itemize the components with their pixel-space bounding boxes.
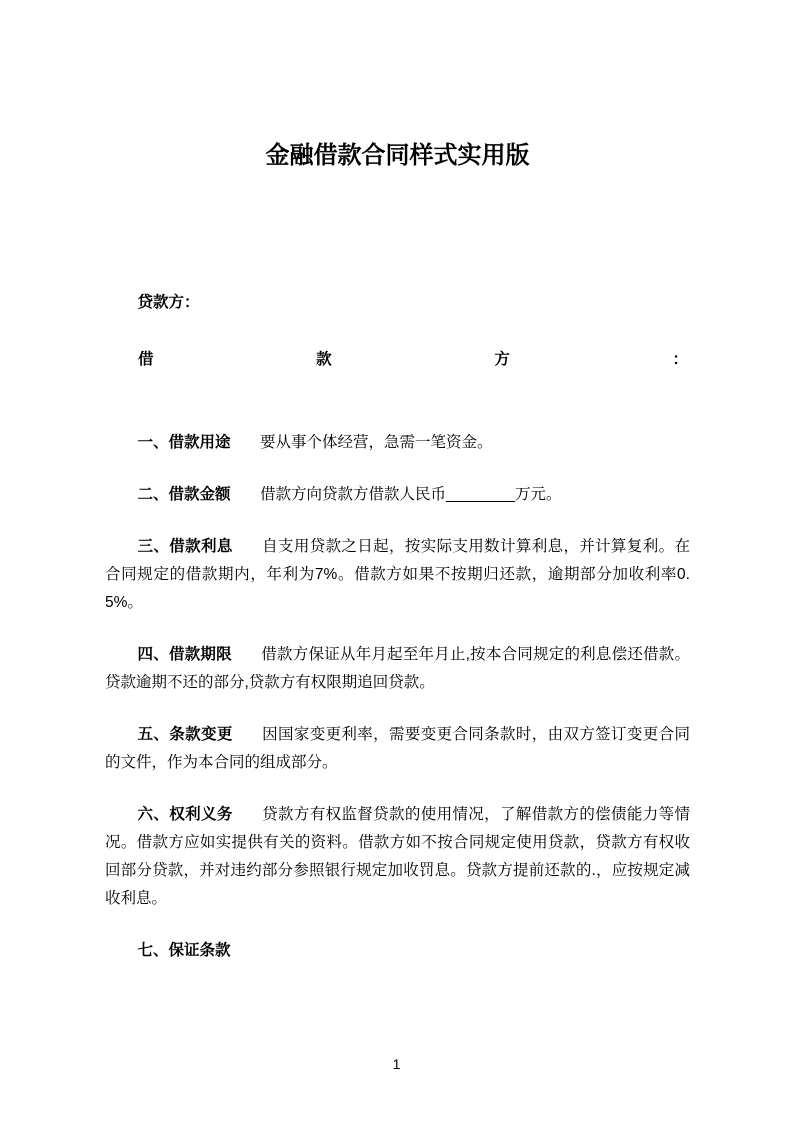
borrower-char: 借 — [138, 350, 154, 368]
clause-terms-change — [105, 721, 690, 777]
clause-heading: 三、借款利息 — [137, 537, 233, 555]
clause-body: 因国家变更利率，需要变更合同条款时，由双方签订变更合同的文件，作为本合同的组成部分。 — [105, 725, 690, 771]
clause-body: 自支用贷款之日起，按实际支用数计算利息，并计算复利。在合同规定的借款期内，年利为7%。借款方如果不按期归还款，逾期部分加收利率0. 5%。 — [105, 537, 690, 611]
clause-body: 贷款方有权监督贷款的使用情况，了解借款方的偿债能力等情况。借款方应如实提供有关的资料。借款方如不按合同规定使用贷款，贷款方有权收回部分贷款，并对违约部分参照银行规定加收罚息。贷款方提前还款的.，应按规定减收利息。 — [105, 805, 690, 907]
clause-rights-obligations — [105, 801, 690, 913]
clause-loan-term — [105, 641, 690, 697]
clause-heading: 五、条款变更 — [137, 725, 233, 743]
document-title: 金融借款合同样式实用版 — [265, 142, 530, 169]
clause-body: 借款方保证从年月起至年月止,按本合同规定的利息偿还借款。贷款逾期不还的部分,贷款方有权限期追回贷款。 — [105, 645, 690, 691]
clause-loan-amount — [105, 481, 690, 509]
borrower-char: 方 — [494, 350, 510, 368]
clause-heading: 一、借款用途 — [137, 433, 231, 451]
clause-loan-purpose — [105, 429, 690, 457]
lender-label-line: 贷款方： — [137, 293, 200, 311]
clause-heading: 二、借款金额 — [137, 485, 231, 503]
clause-heading: 六、权利义务 — [137, 805, 233, 823]
clause-body: 借款方向贷款方借款人民币________万元。 — [260, 485, 562, 503]
borrower-label-line — [138, 346, 688, 374]
clause-loan-interest — [105, 533, 690, 617]
clause-heading: 七、保证条款 — [137, 941, 231, 959]
borrower-char: 款 — [316, 350, 332, 368]
borrower-char: ： — [672, 350, 688, 368]
clause-heading: 四、借款期限 — [137, 645, 232, 663]
clause-guarantee-terms — [105, 937, 690, 965]
clause-body: 要从事个体经营，急需一笔资金。 — [260, 433, 493, 451]
page-number: 1 — [392, 1056, 401, 1072]
